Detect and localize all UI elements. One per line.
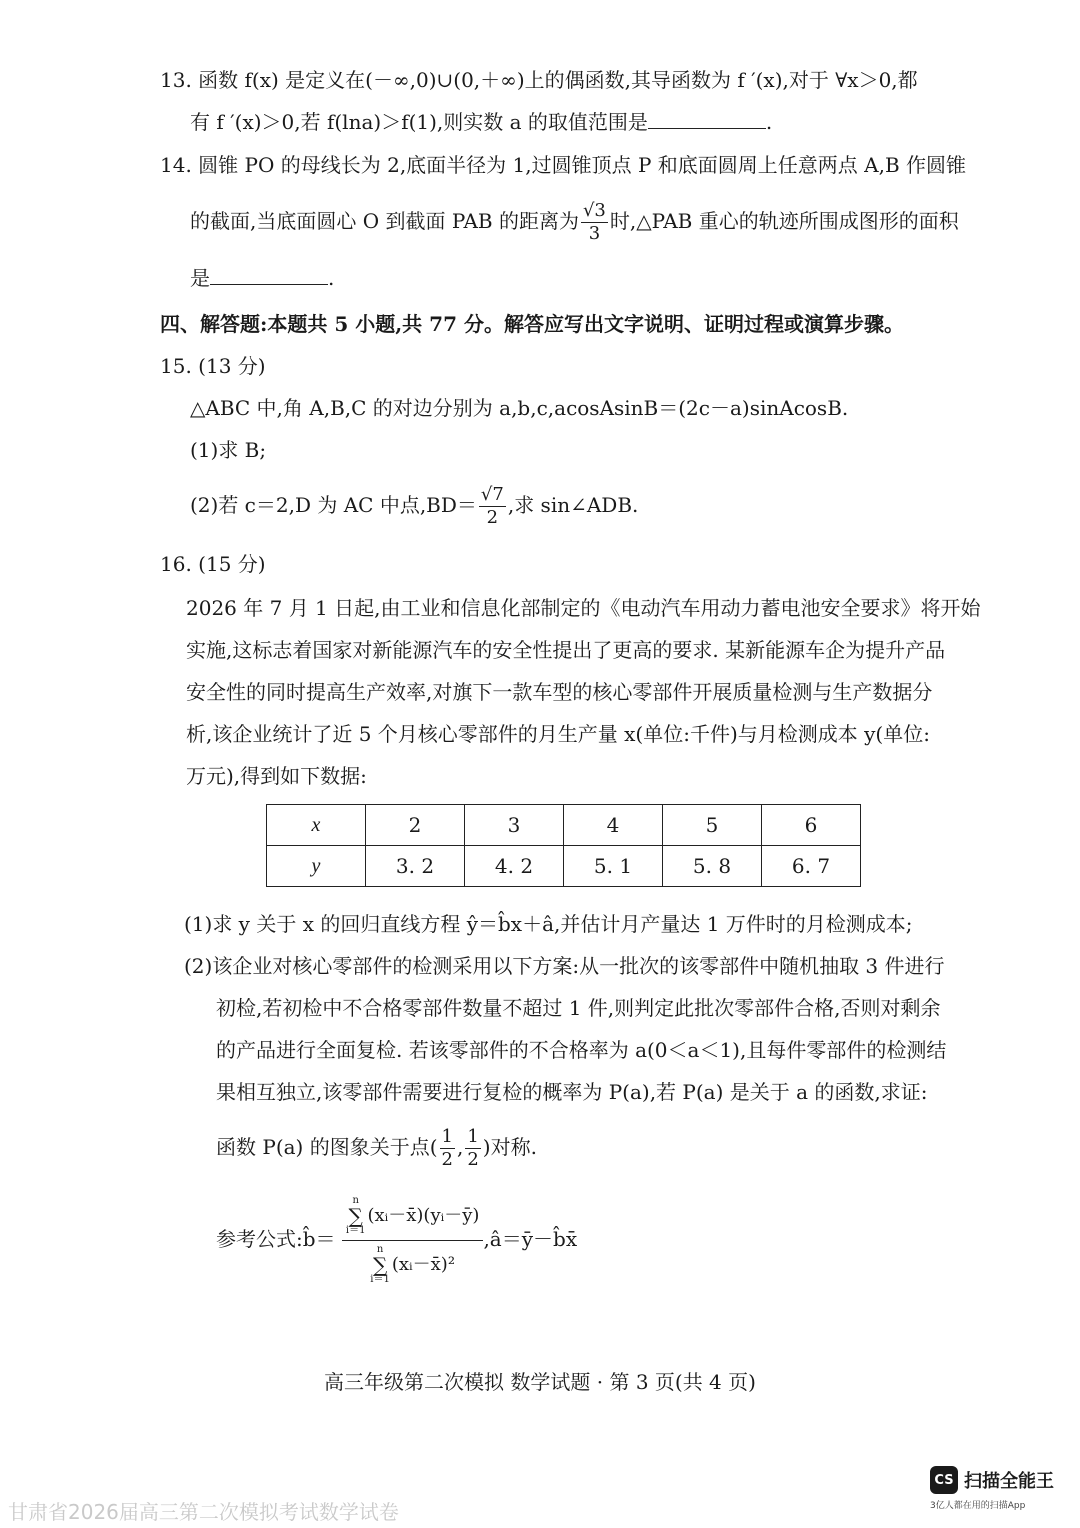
logo-subtitle: 3亿人都在用的扫描App	[930, 1501, 1026, 1511]
q13-line2-text: 有 f ′(x)＞0,若 f(lna)＞f(1),则实数 a 的取值范围是	[190, 110, 648, 134]
q16-part2-line: 初检,若初检中不合格零部件数量不超过 1 件,则判定此批次零部件合格,否则对剩余	[216, 996, 941, 1020]
q15-head: 15. (13 分)	[160, 354, 266, 378]
q14-frac-num: √3	[582, 200, 606, 221]
sum-symbol	[346, 1196, 366, 1236]
table-cell: 5. 8	[663, 846, 762, 887]
sum-bottom: i＝1	[370, 1274, 390, 1285]
q13-end: .	[765, 110, 773, 134]
q14-line1: 14. 圆锥 PO 的母线长为 2,底面半径为 1,过圆锥顶点 P 和底面圆周上任意两点 A,B 作圆锥	[160, 153, 966, 177]
cs-logo-icon: CS	[930, 1466, 958, 1494]
table-cell: 2	[366, 805, 465, 846]
page-footer: 高三年级第二次模拟 数学试题 · 第 3 页(共 4 页)	[324, 1370, 756, 1394]
sum-sign: ∑	[372, 1253, 388, 1277]
q15-part2b: ,求 sin∠ADB.	[507, 493, 639, 517]
q16-part2-line: 的产品进行全面复检. 若该零部件的不合格率为 a(0＜a＜1),且每件零部件的检测结	[216, 1038, 947, 1062]
q14-line2b: 时,△PAB 重心的轨迹所围成图形的面积	[609, 209, 959, 233]
q15-part2	[190, 486, 638, 527]
q15-fraction	[479, 486, 506, 527]
q16-para-line: 安全性的同时提高生产效率,对旗下一款车型的核心零部件开展质量检测与生产数据分	[186, 680, 933, 704]
half-fraction	[440, 1128, 455, 1169]
q14-frac-den: 3	[588, 223, 601, 244]
table-cell: 3	[465, 805, 564, 846]
q14-line2	[190, 202, 959, 243]
sum-bottom: i＝1	[345, 1225, 366, 1236]
sum-top: n	[376, 1244, 384, 1255]
table-cell: 4. 2	[465, 846, 564, 887]
q15-frac-den: 2	[486, 507, 499, 528]
half-num: 1	[467, 1126, 479, 1147]
q14-fraction	[581, 202, 608, 243]
q16-part2-last-b: )对称.	[482, 1135, 537, 1159]
q14-line3-text: 是	[190, 266, 210, 290]
table-row	[267, 846, 861, 887]
q16-para-line: 析,该企业统计了近 5 个月核心零部件的月生产量 x(单位:千件)与月检测成本 y(单位:	[186, 722, 930, 746]
q14-line3	[190, 266, 334, 290]
q16-head: 16. (15 分)	[160, 552, 266, 576]
formula-label: 参考公式:b̂＝	[216, 1227, 336, 1251]
table-cell: 6. 7	[762, 846, 861, 887]
answer-blank	[648, 110, 766, 129]
formula-tail: ,â＝ȳ－b̂x̄	[483, 1227, 578, 1251]
q15-part2a: (2)若 c＝2,D 为 AC 中点,BD＝	[190, 493, 477, 517]
sum-top: n	[352, 1195, 359, 1206]
sum-sign: ∑	[348, 1204, 363, 1228]
table-cell: 5	[663, 805, 762, 846]
table-header-x: x	[267, 805, 366, 846]
q16-part1: (1)求 y 关于 x 的回归直线方程 ŷ＝b̂x＋â,并估计月产量达 1 万件时的月检测成本;	[184, 912, 913, 936]
logo-name: 扫描全能王	[964, 1471, 1054, 1492]
q16-para-line: 2026 年 7 月 1 日起,由工业和信息化部制定的《电动汽车用动力蓄电池安全要求》将开始	[186, 596, 981, 620]
formula-den-text: (xᵢ－x̄)²	[391, 1254, 456, 1275]
table-cell: 6	[762, 805, 861, 846]
table-cell: 3. 2	[366, 846, 465, 887]
formula-fraction	[342, 1196, 484, 1285]
formula-num-text: (xᵢ－x̄)(yᵢ－ȳ)	[367, 1205, 480, 1226]
q16-part2-last-a: 函数 P(a) 的图象关于点(	[216, 1135, 438, 1159]
half-num: 1	[441, 1126, 453, 1147]
q15-frac-num: √7	[480, 484, 504, 505]
sum-symbol	[370, 1245, 390, 1285]
q16-part2-line: 果相互独立,该零部件需要进行复检的概率为 P(a),若 P(a) 是关于 a 的函数,求证:	[216, 1080, 928, 1104]
q16-part2-last: 函数 P(a) 的图象关于点( $\frac{1}{2}$ , $\frac{1}{2}$ )对称.	[216, 1126, 537, 1170]
half-den: 2	[467, 1149, 479, 1170]
q16-part2-line: (2)该企业对核心零部件的检测采用以下方案:从一批次的该零部件中随机抽取 3 件进行	[184, 954, 945, 978]
data-table	[266, 804, 861, 887]
q15-stem: △ABC 中,角 A,B,C 的对边分别为 a,b,c,acosAsinB＝(2c－a)sinAcosB.	[190, 396, 849, 420]
scanner-logo	[930, 1466, 1054, 1494]
q16-para-line: 万元),得到如下数据:	[186, 764, 367, 788]
q14-end: .	[328, 266, 335, 290]
table-cell: 4	[564, 805, 663, 846]
formula-denominator	[366, 1241, 459, 1285]
half-fraction	[465, 1128, 480, 1169]
q13-line2	[190, 110, 772, 134]
answer-blank	[210, 266, 328, 285]
q13-line1: 13. 函数 f(x) 是定义在(－∞,0)∪(0,＋∞)上的偶函数,其导函数为 f ′(x),对于 ∀x＞0,都	[160, 68, 918, 92]
q14-line2a: 的截面,当底面圆心 O 到截面 PAB 的距离为	[190, 209, 579, 233]
q16-para-line: 实施,这标志着国家对新能源汽车的安全性提出了更高的要求. 某新能源车企为提升产品	[186, 638, 946, 662]
half-den: 2	[441, 1149, 453, 1170]
q15-part1: (1)求 B;	[190, 438, 267, 462]
reference-formula	[216, 1196, 577, 1285]
formula-numerator	[342, 1196, 484, 1241]
table-row	[267, 805, 861, 846]
section-heading: 四、解答题:本题共 5 小题,共 77 分。解答应写出文字说明、证明过程或演算步骤。	[160, 312, 904, 336]
table-cell: 5. 1	[564, 846, 663, 887]
watermark: 甘肃省2026届高三第二次模拟考试数学试卷	[8, 1500, 399, 1524]
table-header-y: y	[267, 846, 366, 887]
